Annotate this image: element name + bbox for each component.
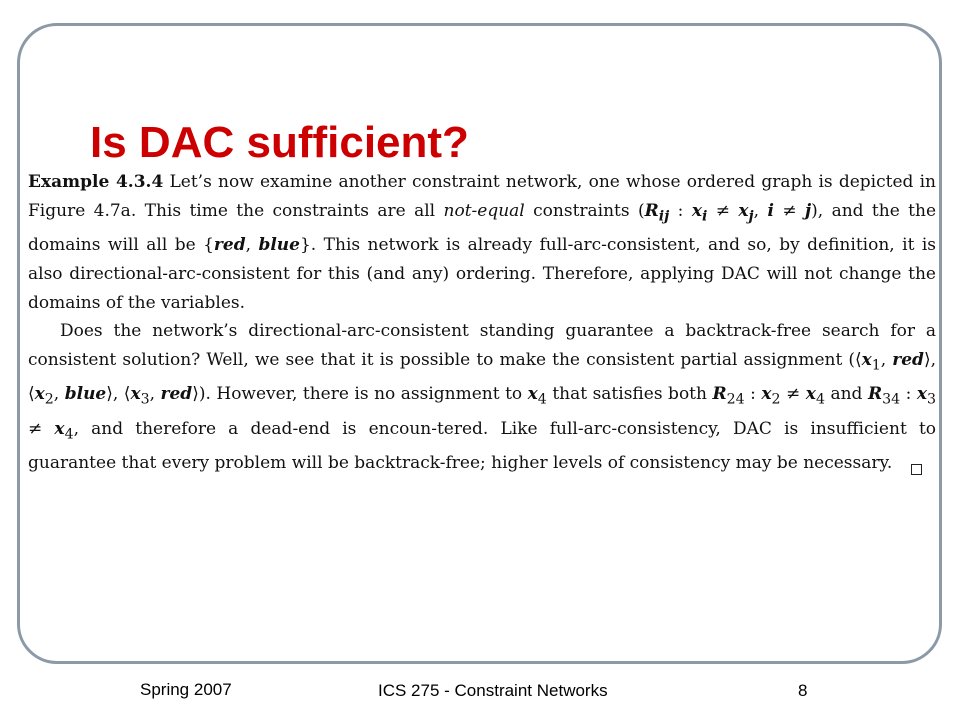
math-subscript: 3 xyxy=(926,391,936,408)
math-subscript: 2 xyxy=(771,391,781,408)
text-run: ≠ xyxy=(707,200,739,221)
footer-course: ICS 275 - Constraint Networks xyxy=(378,681,608,700)
math-symbol: blue xyxy=(258,234,300,255)
end-of-proof-square-icon xyxy=(911,464,922,475)
math-symbol: R xyxy=(712,384,727,405)
text-run: ), and the the domains will all be { xyxy=(28,200,937,255)
text-run: Does the network’s directional-arc-consistent standing guarantee a backtrack-free search for a consistent solution? Well, we see that it is possible to make the consistent partial assignment (⟨ xyxy=(28,321,936,371)
math-symbol: red xyxy=(213,234,246,255)
text-run: : xyxy=(900,384,917,405)
text-run: , xyxy=(753,200,768,221)
slide-number: 8 xyxy=(798,681,808,700)
math-symbol: x xyxy=(805,384,816,405)
math-symbol: R xyxy=(644,200,659,221)
excerpt-paragraph-2 xyxy=(28,317,936,477)
math-symbol: R xyxy=(867,384,883,405)
emphasis-not-equal: not-equal xyxy=(443,200,525,221)
text-run: }. This network is already full-arc-consistent, and so, by definition, it is also directional-arc-consistent for this (and any) ordering. Therefore, applying DAC will not change the domains of the variables. xyxy=(28,234,937,313)
text-run: ≠ xyxy=(780,384,806,405)
math-subscript: 3 xyxy=(140,391,150,408)
math-symbol: x xyxy=(54,418,65,439)
math-subscript: 4 xyxy=(815,391,825,408)
textbook-excerpt xyxy=(28,168,936,478)
math-subscript: i xyxy=(701,208,708,225)
math-subscript: j xyxy=(748,208,754,225)
text-run: , xyxy=(245,234,259,255)
text-run: , and therefore a dead-end is encoun-tered. Like full-arc-consistency, DAC is insufficient to guarantee that every problem will be backtrack-free; higher levels of consistency may be necessary. xyxy=(28,418,937,473)
text-run: : xyxy=(744,384,762,405)
math-symbol: x xyxy=(916,384,927,405)
text-run: ≠ xyxy=(773,200,805,221)
math-symbol: blue xyxy=(64,384,107,405)
math-subscript: 24 xyxy=(726,391,745,408)
text-run: : xyxy=(669,200,692,221)
math-symbol: x xyxy=(34,384,45,405)
math-symbol: x xyxy=(761,384,772,405)
math-subscript: ij xyxy=(658,208,670,225)
math-symbol: red xyxy=(892,350,924,371)
math-symbol: x xyxy=(861,350,872,371)
example-heading: Example 4.3.4 xyxy=(28,172,164,192)
excerpt-paragraph-1 xyxy=(28,168,936,317)
text-run: ⟩, ⟨ xyxy=(106,384,131,405)
text-run: , xyxy=(880,350,893,371)
math-subscript: 1 xyxy=(871,357,881,374)
math-subscript: 34 xyxy=(882,391,901,408)
math-symbol: x xyxy=(738,200,749,221)
math-subscript: 4 xyxy=(64,425,74,442)
text-run: Let’s now examine another constraint network, one whose ordered graph is depicted in Figure 4.7a. This time the constraints are all xyxy=(28,172,936,221)
slide-title: Is DAC sufficient? xyxy=(90,118,469,167)
math-symbol: x xyxy=(527,384,538,405)
math-symbol: x xyxy=(691,200,702,221)
math-symbol: red xyxy=(160,384,193,405)
math-symbol: j xyxy=(804,200,812,221)
text-run: , xyxy=(149,384,161,405)
text-run: and xyxy=(824,384,868,405)
text-run: ⟩). However, there is no assignment to xyxy=(192,384,528,405)
text-run: ≠ xyxy=(28,418,55,439)
text-run: ⟩, ⟨ xyxy=(28,350,936,405)
footer-date: Spring 2007 xyxy=(140,680,232,699)
math-subscript: 2 xyxy=(44,391,54,408)
text-run: that satisfies both xyxy=(546,384,713,405)
math-symbol: i xyxy=(767,200,774,221)
math-symbol: x xyxy=(130,384,141,405)
math-subscript: 4 xyxy=(537,391,547,408)
text-run: , xyxy=(53,384,65,405)
text-run: constraints ( xyxy=(524,200,645,221)
